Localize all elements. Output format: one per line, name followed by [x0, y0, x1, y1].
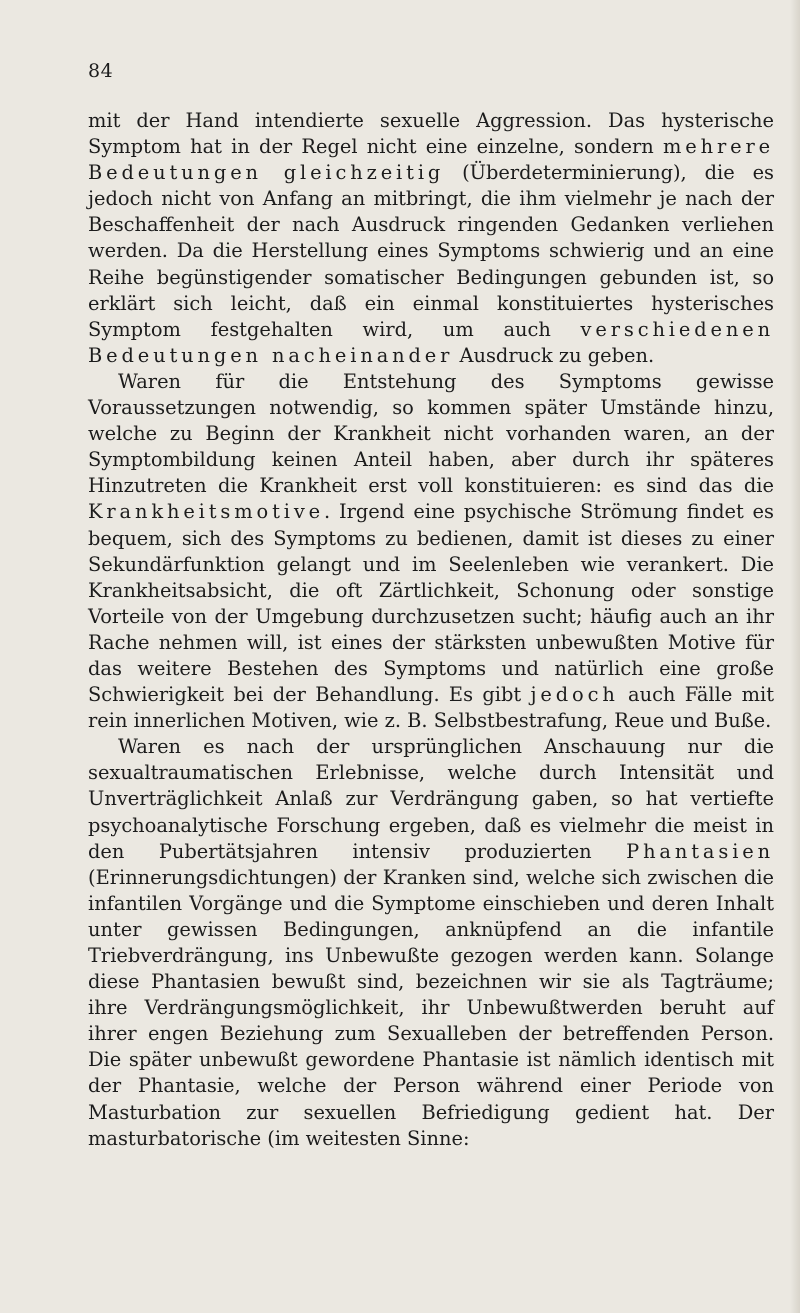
emphasized-text: mehrere Bedeutungen gleichzeitig	[88, 135, 774, 185]
paragraph-3	[88, 734, 774, 1152]
text-segment: Waren es nach der ursprünglichen Anschauung nur die sexualtraumatischen Erlebnisse, welche durch Intensität und Unverträglichkeit Anlaß zur Verdrängung gaben, so hat vertiefte psychoanalytische Forschung ergeben, daß es vielmehr die meist in den Pubertätsjahren intensiv produzierten	[88, 735, 774, 863]
text-segment: Ausdruck zu geben.	[453, 343, 655, 367]
emphasized-text: verschiedenen Bedeutungen nacheinander	[88, 317, 774, 367]
page-edge-shadow	[790, 0, 800, 1313]
emphasized-text: Phantasien	[626, 839, 774, 863]
text-segment: mit der Hand intendierte sexuelle Aggression. Das hysterische Symptom hat in der Regel nicht eine einzelne, sondern	[88, 109, 774, 159]
text-segment: . Irgend eine psychische Strömung findet es bequem, sich des Symptoms zu bedienen, damit ist dieses zu einer Sekundärfunktion gelangt und im Seelenleben wie verankert. Die Krankheitsabsicht, die oft Zärtlichkeit, Schonung oder sonstige Vorteile von der Umgebung durchzusetzen sucht; häufig auch an ihr Rache nehmen will, ist eines der stärksten unbewußten Motive für das weitere Bestehen des Symptoms und natürlich eine große Schwierigkeit bei der Behandlung. Es gibt	[88, 500, 774, 707]
text-segment: Waren für die Entstehung des Symptoms gewisse Voraussetzungen notwendig, so kommen später Umstände hinzu, welche zu Beginn der Krankheit nicht vorhanden waren, an der Symptombildung keinen Anteil haben, aber durch ihr späteres Hinzutreten die Krankheit erst voll konstituieren: es sind das die	[88, 369, 774, 498]
emphasized-text: jedoch	[530, 683, 619, 707]
body-text	[88, 108, 774, 1152]
page-number: 84	[88, 60, 114, 82]
paragraph-1	[88, 108, 774, 369]
emphasized-text: Krankheitsmotive	[88, 500, 325, 524]
text-segment: (Überdeterminierung), die es jedoch nicht von Anfang an mitbringt, die ihm vielmehr je nach der Beschaffenheit der nach Ausdruck ringenden Gedanken verliehen werden. Da die Herstellung eines Symptoms schwierig und an eine Reihe begünstigender somatischer Bedingungen gebunden ist, so erklärt sich leicht, daß ein einmal konstituiertes hysterisches Symptom festgehalten wird, um auch	[88, 161, 774, 341]
text-segment: auch Fälle mit rein innerlichen Motiven, wie z. B. Selbstbestrafung, Reue und Buße.	[88, 683, 774, 733]
text-segment: (Erinnerungsdichtungen) der Kranken sind, welche sich zwischen die infantilen Vorgänge und die Symptome einschieben und deren Inhalt unter gewissen Bedingungen, anknüpfend an die infantile Triebverdrängung, ins Unbewußte gezogen werden kann. Solange diese Phantasien bewußt sind, bezeichnen wir sie als Tagträume; ihre Verdrängungsmöglichkeit, ihr Unbewußtwerden beruht auf ihrer engen Beziehung zum Sexualleben der betreffenden Person. Die später unbewußt gewordene Phantasie ist nämlich identisch mit der Phantasie, welche der Person während einer Periode von Masturbation zur sexuellen Befriedigung gedient hat. Der masturbatorische (im weitesten Sinne:	[88, 865, 774, 1150]
paragraph-2	[88, 369, 774, 734]
